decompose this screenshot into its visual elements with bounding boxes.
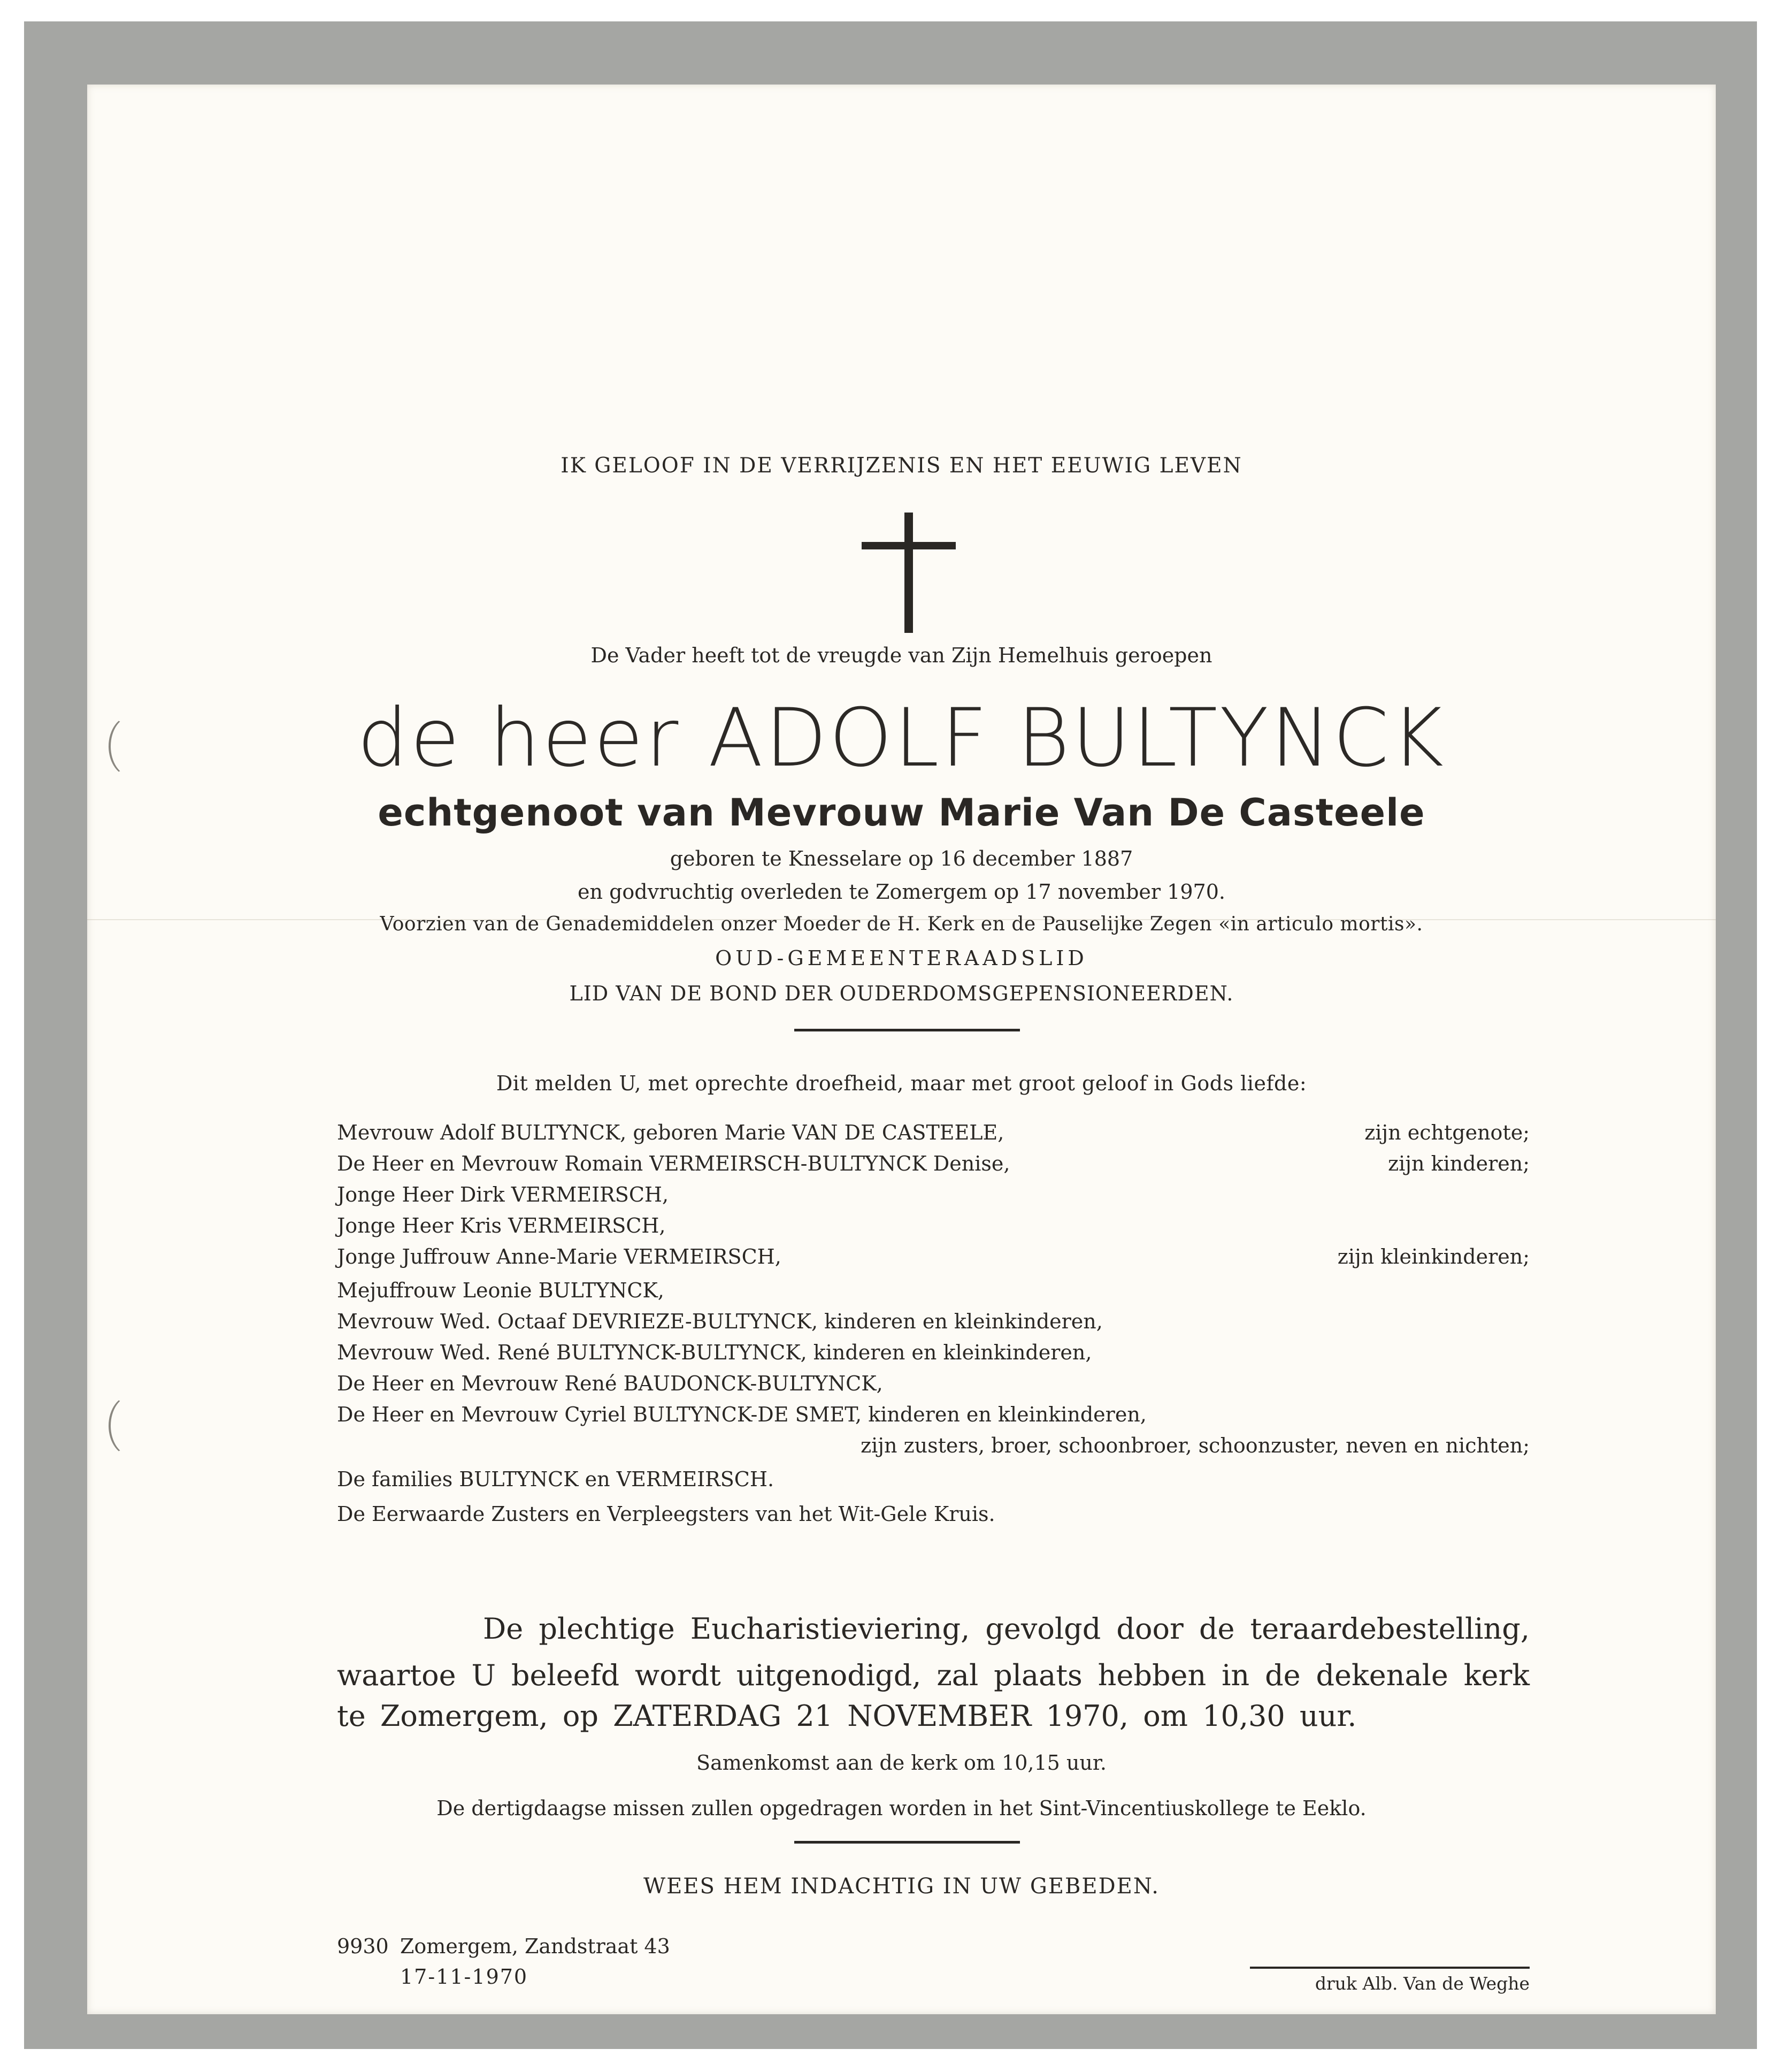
family-name: De Heer en Mevrouw Romain VERMEIRSCH-BULTYNCK Denise, <box>337 1152 1010 1175</box>
eucharist-line: waartoe U beleefd wordt uitgenodigd, zal plaats hebben in de dekenale kerk <box>337 1658 1530 1692</box>
family-row <box>337 1372 1530 1403</box>
called-line: De Vader heeft tot de vreugde van Zijn Hemelhuis geroepen <box>590 644 1212 667</box>
family-relation: zijn kinderen; <box>1388 1152 1530 1175</box>
family-row <box>337 1245 1530 1276</box>
birth-line: geboren te Knesselare op 16 december 1887 <box>670 847 1133 870</box>
family-name: Mevrouw Wed. Octaaf DEVRIEZE-BULTYNCK, kinderen en kleinkinderen, <box>337 1310 1103 1333</box>
family-name: Mejuffrouw Leonie BULTYNCK, <box>337 1279 664 1302</box>
family-relation: zijn zusters, broer, schoonbroer, schoonzuster, neven en nichten; <box>861 1434 1530 1457</box>
cross-vertical <box>904 513 913 633</box>
family-row <box>337 1183 1530 1214</box>
family-name: Jonge Juffrouw Anne-Marie VERMEIRSCH, <box>337 1245 781 1268</box>
family-name: De Heer en Mevrouw Cyriel BULTYNCK-DE SMET, kinderen en kleinkinderen, <box>337 1403 1147 1426</box>
card-border <box>24 21 1757 2049</box>
family-row <box>337 1403 1530 1434</box>
title-council: OUD-GEMEENTERAADSLID <box>715 946 1088 970</box>
masses-note: De dertigdaagse missen zullen opgedragen worden in het Sint-Vincentiuskollege te Eeklo. <box>436 1796 1367 1820</box>
family-relation: zijn echtgenote; <box>1364 1121 1530 1144</box>
family-name: Mevrouw Adolf BULTYNCK, geboren Marie VAN DE CASTEELE, <box>337 1121 1004 1144</box>
punch-hole-bottom <box>109 1395 153 1456</box>
deceased-name: de heer ADOLF BULTYNCK <box>357 692 1446 785</box>
sacraments-line: Voorzien van de Genademiddelen onzer Moeder de H. Kerk en de Pauselijke Zegen «in articulo mortis». <box>380 913 1423 935</box>
family-row <box>337 1121 1530 1152</box>
family-name: Mevrouw Wed. René BULTYNCK-BULTYNCK, kinderen en kleinkinderen, <box>337 1341 1092 1364</box>
issue-date: 17-11-1970 <box>400 1965 528 1989</box>
family-row <box>337 1434 1530 1465</box>
printer-rule <box>1250 1967 1530 1969</box>
death-line: en godvruchtig overleden te Zomergem op 17 november 1970. <box>578 880 1225 904</box>
printer-credit: druk Alb. Van de Weghe <box>1315 1973 1530 1994</box>
family-name: De Heer en Mevrouw René BAUDONCK-BULTYNCK, <box>337 1372 883 1395</box>
family-row <box>337 1467 1530 1498</box>
family-name: De families BULTYNCK en VERMEIRSCH. <box>337 1467 774 1491</box>
divider <box>794 1841 1020 1844</box>
family-row <box>337 1152 1530 1183</box>
spouse-line: echtgenoot van Mevrouw Marie Van De Casteele <box>378 791 1425 835</box>
obituary-card <box>87 85 1716 2014</box>
announcement-intro: Dit melden U, met oprechte droefheid, maar met groot geloof in Gods liefde: <box>496 1072 1307 1095</box>
street-address: Zomergem, Zandstraat 43 <box>400 1935 670 1958</box>
family-address <box>337 1935 670 1958</box>
remembrance-line: WEES HEM INDACHTIG IN UW GEBEDEN. <box>643 1874 1160 1899</box>
postal-code: 9930 <box>337 1935 389 1958</box>
family-relation: zijn kleinkinderen; <box>1337 1245 1530 1268</box>
eucharist-line: De plechtige Eucharistieviering, gevolgd door de teraardebestelling, <box>483 1612 1530 1646</box>
family-name: De Eerwaarde Zusters en Verpleegsters van het Wit-Gele Kruis. <box>337 1502 995 1526</box>
cross-horizontal <box>862 542 956 549</box>
family-row <box>337 1214 1530 1245</box>
title-pensioners: LID VAN DE BOND DER OUDERDOMSGEPENSIONEERDEN. <box>569 982 1234 1005</box>
family-row <box>337 1279 1530 1310</box>
family-name: Jonge Heer Kris VERMEIRSCH, <box>337 1214 666 1237</box>
family-row <box>337 1341 1530 1372</box>
motto: IK GELOOF IN DE VERRIJZENIS EN HET EEUWIG LEVEN <box>561 454 1242 478</box>
family-name: Jonge Heer Dirk VERMEIRSCH, <box>337 1183 669 1206</box>
meeting-time: Samenkomst aan de kerk om 10,15 uur. <box>696 1751 1107 1775</box>
eucharist-line: te Zomergem, op ZATERDAG 21 NOVEMBER 1970, om 10,30 uur. <box>337 1699 1357 1733</box>
divider <box>794 1029 1020 1031</box>
family-row <box>337 1502 1530 1533</box>
family-row <box>337 1310 1530 1341</box>
